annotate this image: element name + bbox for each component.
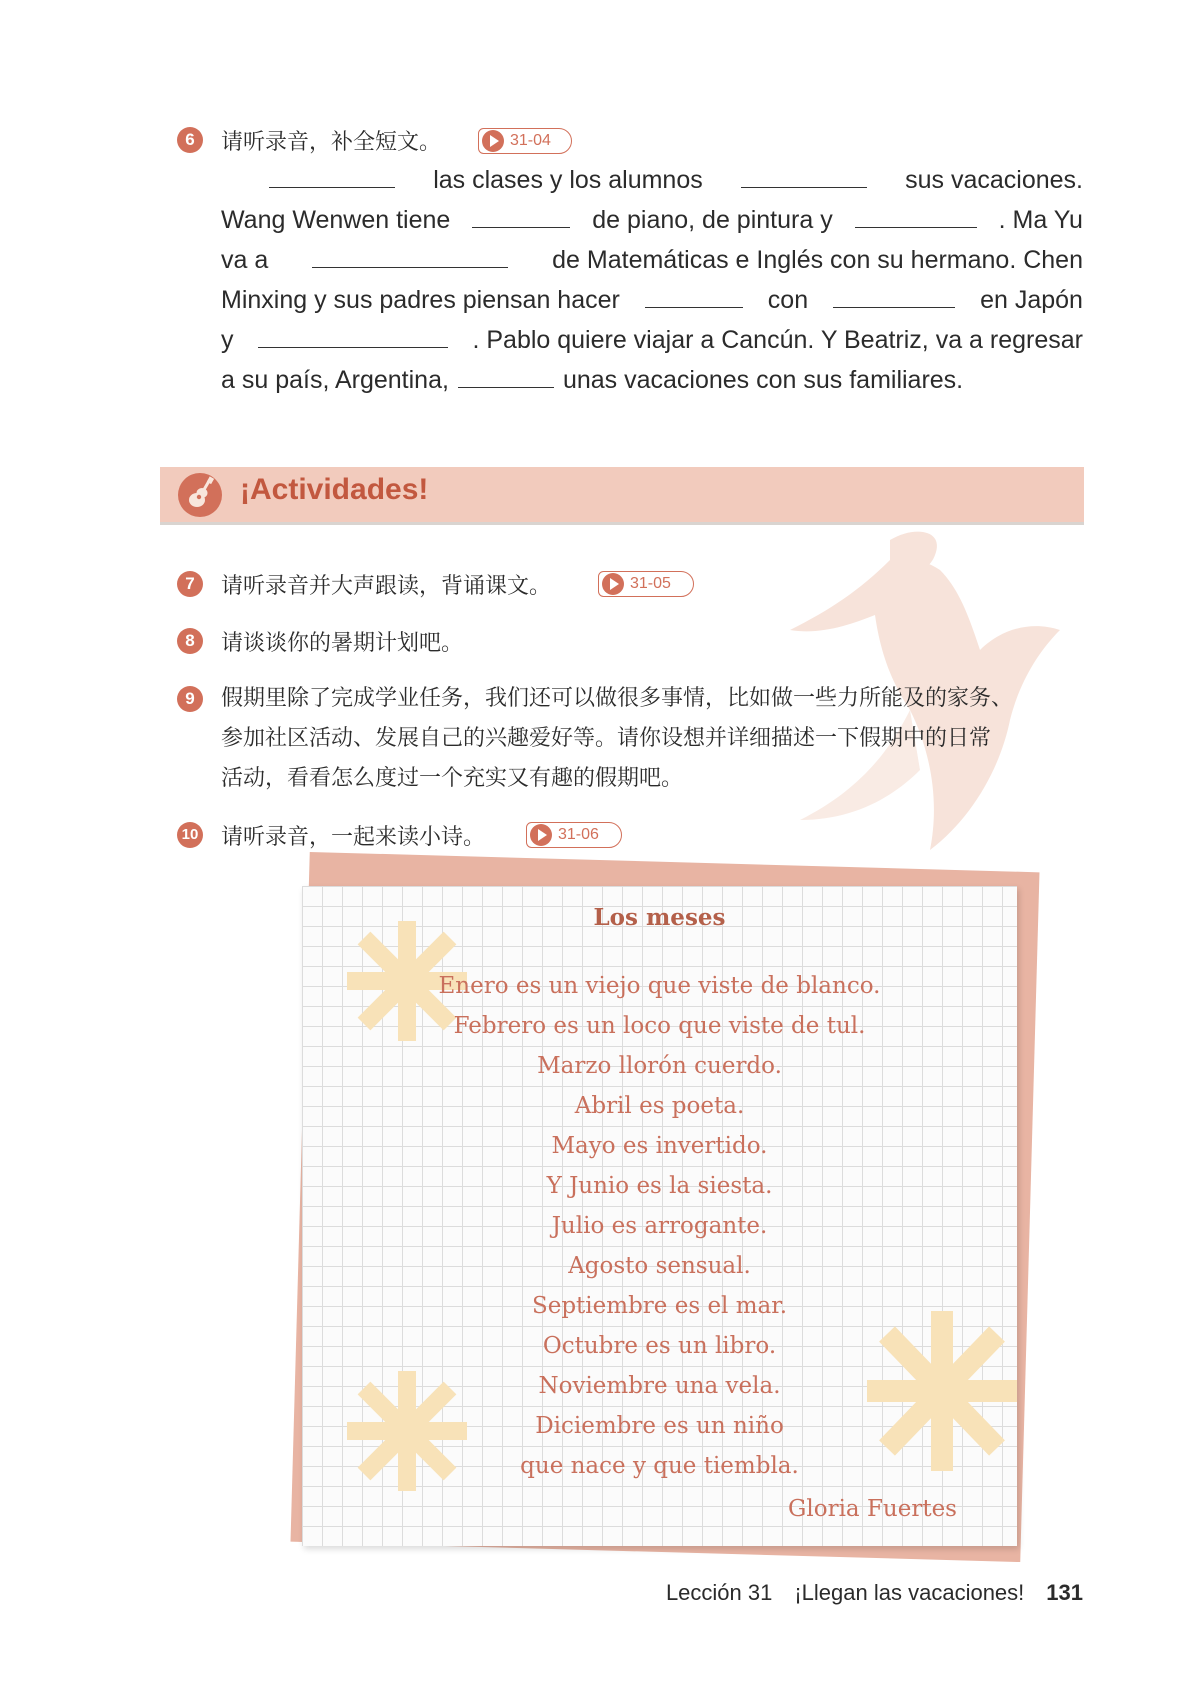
cloze-line-4 [221,280,1083,320]
section-title: ¡Actividades! [240,473,429,506]
page-footer [666,1580,1083,1606]
play-icon [602,573,624,595]
blank[interactable] [855,207,977,228]
blank[interactable] [741,167,867,188]
exercise-9-instruction [221,679,1091,799]
exercise-9-line: 参加社区活动、发展自己的兴趣爱好等。请你设想并详细描述一下假期中的日常 [221,726,992,751]
blank[interactable] [472,207,570,228]
exercise-number-6: 6 [177,127,203,153]
footer-title: ¡Llegan las vacaciones! [794,1580,1025,1605]
cloze-paragraph [221,160,1083,400]
cloze-text: sus vacaciones. [905,166,1083,194]
audio-track-31-06[interactable] [526,822,622,848]
poem-card [302,886,1017,1546]
poem-line: Marzo llorón cuerdo. [537,1053,782,1079]
cloze-line-2 [221,200,1083,240]
audio-code: 31-05 [630,575,671,592]
cloze-text: unas vacaciones con sus familiares. [562,366,964,394]
poem-line: Septiembre es el mar. [531,1293,788,1319]
play-icon [530,824,552,846]
cloze-text: de piano, de pintura y [592,206,833,234]
cloze-text: con [767,286,809,314]
blank[interactable] [833,287,955,308]
poem-body [302,966,1017,1486]
blank[interactable] [312,247,508,268]
cloze-text: a su país, Argentina, [221,366,449,394]
cloze-text: en Japón [980,286,1083,314]
cloze-text: Minxing y sus padres piensan hacer [221,286,620,314]
blank[interactable] [645,287,743,308]
poem-line: Y Junio es la siesta. [546,1173,773,1199]
poem-line: Julio es arrogante. [551,1213,768,1239]
guitar-icon [178,473,222,517]
exercise-10-instruction: 请听录音，一起来读小诗。 [221,825,486,850]
play-icon [482,130,504,152]
blank[interactable] [258,327,448,348]
cloze-text: va a [221,246,269,274]
poem-line: Noviembre una vela. [538,1373,781,1399]
cloze-text: y [221,326,234,354]
audio-code: 31-06 [558,826,599,843]
poem-line: Febrero es un loco que viste de tul. [453,1013,866,1039]
blank[interactable] [458,367,554,388]
blank[interactable] [269,167,395,188]
page-number: 131 [1046,1580,1083,1605]
audio-track-31-04[interactable] [478,128,572,154]
cloze-text: . Pablo quiere viajar a Cancún. Y Beatriz, va a regresar [472,326,1083,354]
cloze-text: de Matemáticas e Inglés con su hermano. Chen [552,246,1083,274]
exercise-number-10: 10 [177,822,203,848]
poem-line: Diciembre es un niño [535,1413,784,1439]
cloze-line-3 [221,240,1083,280]
exercise-6-instruction: 请听录音，补全短文。 [221,130,442,155]
cloze-line-5 [221,320,1083,360]
exercise-9-line: 假期里除了完成学业任务，我们还可以做很多事情，比如做一些力所能及的家务、 [221,686,1014,711]
poem-line: Enero es un viejo que viste de blanco. [438,973,881,999]
cloze-line-1 [221,160,1083,200]
poem-line: Agosto sensual. [568,1253,751,1279]
activities-banner [160,467,1084,525]
audio-track-31-05[interactable] [598,571,694,597]
exercise-number-9: 9 [177,686,203,712]
exercise-number-8: 8 [177,628,203,654]
exercise-number-7: 7 [177,571,203,597]
poem-line: Octubre es un libro. [542,1333,777,1359]
poem-line: Mayo es invertido. [551,1133,768,1159]
poem-line: Abril es poeta. [574,1093,745,1119]
exercise-9-line: 活动，看看怎么度过一个充实又有趣的假期吧。 [221,766,684,791]
footer-lesson: Lección 31 [665,1580,773,1605]
poem-author: Gloria Fuertes [788,1496,957,1522]
poem-title: Los meses [593,904,726,931]
poem-line: que nace y que tiembla. [520,1453,799,1479]
audio-code: 31-04 [510,132,551,149]
exercise-8-instruction: 请谈谈你的暑期计划吧。 [221,631,464,656]
cloze-text: . Ma Yu [998,206,1083,234]
cloze-text: las clases y los alumnos [433,166,703,194]
exercise-7-instruction: 请听录音并大声跟读，背诵课文。 [221,574,552,599]
cloze-text: Wang Wenwen tiene [221,206,451,234]
cloze-line-6 [221,360,1083,400]
